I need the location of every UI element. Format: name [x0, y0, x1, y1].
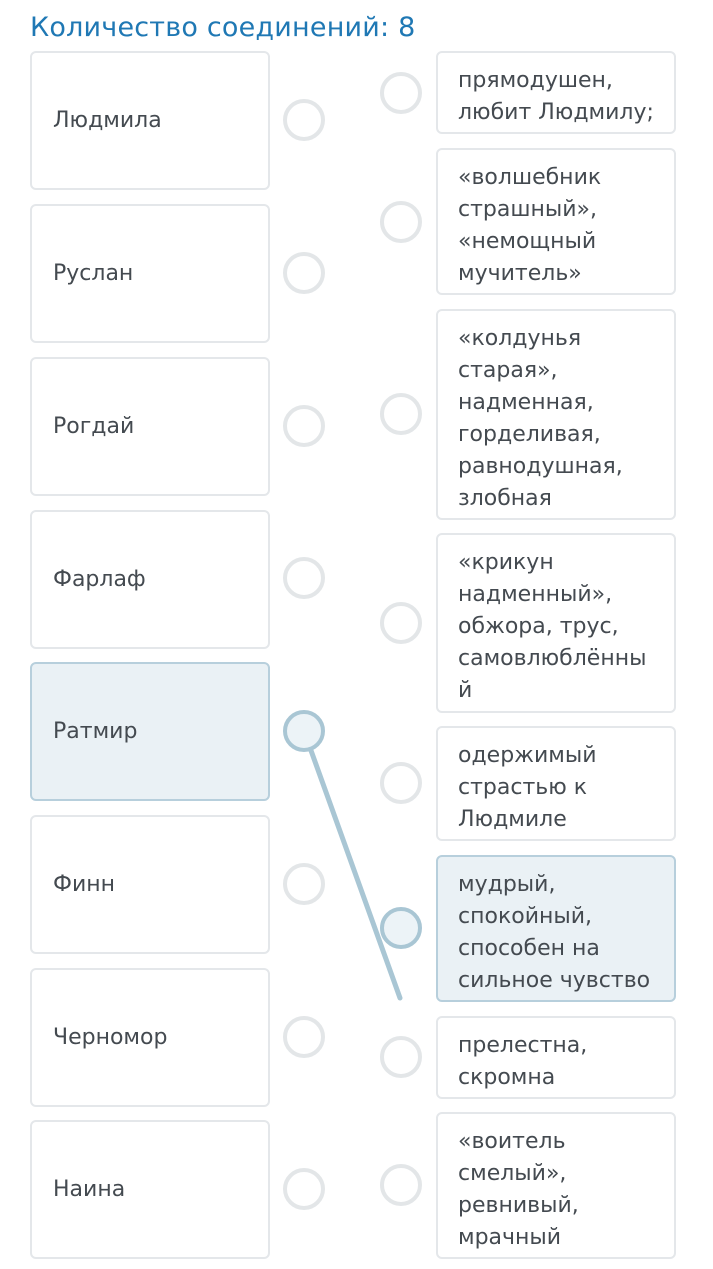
left-item-farlaf[interactable] — [30, 510, 270, 649]
right-item-label: «волшебник страшный», «немощный мучитель» — [458, 165, 602, 286]
right-item-label: «колдунья старая», надменная, горделивая, равнодушная, злобная — [458, 326, 623, 511]
right-item-5[interactable] — [436, 726, 676, 841]
left-connector-dot-active[interactable] — [283, 710, 325, 752]
left-item-lyudmila[interactable] — [30, 51, 270, 190]
left-item-naina[interactable] — [30, 1120, 270, 1259]
right-connector-dot[interactable] — [380, 393, 422, 435]
right-item-3[interactable] — [436, 309, 676, 520]
right-item-6[interactable] — [436, 855, 676, 1002]
left-connector-dot[interactable] — [283, 1168, 325, 1210]
right-item-1[interactable] — [436, 51, 676, 134]
right-connector-dot[interactable] — [380, 1164, 422, 1206]
right-item-label: одержимый страстью к Людмиле — [458, 743, 597, 832]
left-item-label: Фарлаф — [53, 566, 146, 592]
left-item-label: Ратмир — [53, 718, 138, 744]
left-connector-dot[interactable] — [283, 1016, 325, 1058]
right-connector-dot-active[interactable] — [380, 907, 422, 949]
right-connector-dot[interactable] — [380, 201, 422, 243]
right-connector-dot[interactable] — [380, 72, 422, 114]
left-item-label: Людмила — [53, 107, 162, 133]
right-connector-dot[interactable] — [380, 762, 422, 804]
right-item-label: мудрый, спокойный, способен на сильное чувство — [458, 872, 651, 993]
left-item-label: Рогдай — [53, 413, 135, 439]
left-item-chernomor[interactable] — [30, 968, 270, 1107]
left-item-label: Руслан — [53, 260, 134, 286]
connections-count-title: Количество соединений: 8 — [30, 12, 416, 43]
left-item-label: Наина — [53, 1176, 126, 1202]
left-item-ruslan[interactable] — [30, 204, 270, 343]
left-item-ratmir[interactable] — [30, 662, 270, 801]
right-item-7[interactable] — [436, 1016, 676, 1099]
left-connector-dot[interactable] — [283, 252, 325, 294]
left-connector-dot[interactable] — [283, 863, 325, 905]
left-item-rogday[interactable] — [30, 357, 270, 496]
right-connector-dot[interactable] — [380, 602, 422, 644]
right-item-2[interactable] — [436, 148, 676, 295]
right-item-8[interactable] — [436, 1112, 676, 1259]
right-item-label: «крикун надменный», обжора, трус, самовлюблённы й — [458, 550, 647, 703]
right-item-label: прямодушен, любит Людмилу; — [458, 68, 654, 125]
left-connector-dot[interactable] — [283, 99, 325, 141]
right-connector-dot[interactable] — [380, 1036, 422, 1078]
left-item-label: Финн — [53, 871, 116, 897]
right-item-label: прелестна, скромна — [458, 1033, 588, 1090]
left-connector-dot[interactable] — [283, 557, 325, 599]
right-item-label: «воитель смелый», ревнивый, мрачный — [458, 1129, 579, 1250]
left-item-finn[interactable] — [30, 815, 270, 954]
right-item-4[interactable] — [436, 533, 676, 713]
left-connector-dot[interactable] — [283, 405, 325, 447]
left-item-label: Черномор — [53, 1024, 168, 1050]
